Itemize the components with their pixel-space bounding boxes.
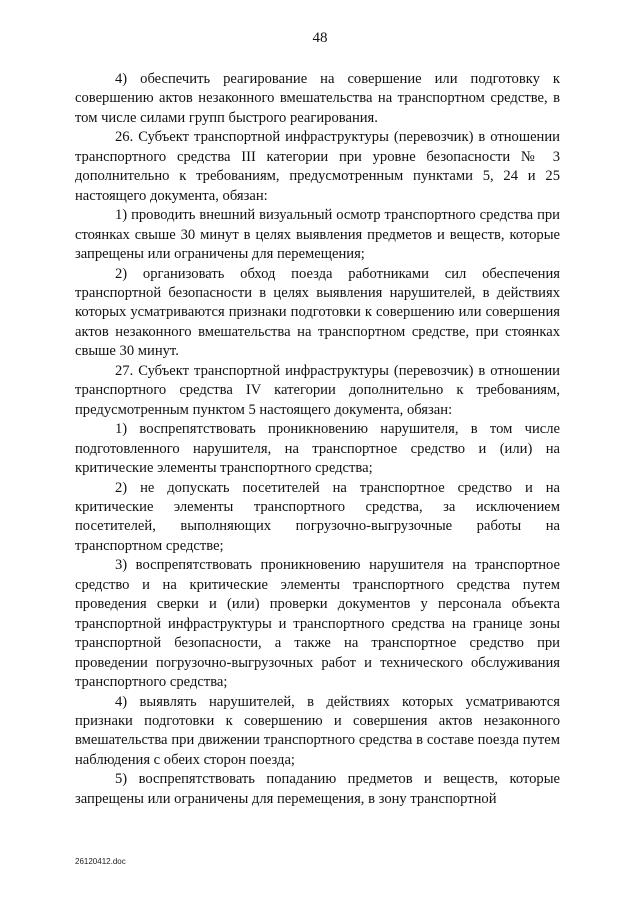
- paragraph-27-item-2: 2) не допускать посетителей на транспортное средство и на критические элементы транспортного средства, за исключением посетителей, выполняющих погрузочно-выгрузочные работы на транспортном средстве;: [75, 479, 560, 554]
- paragraph-27-intro: 27. Субъект транспортной инфраструктуры (перевозчик) в отношении транспортного средства IV категории дополнительно к требованиям, предусмотренным пунктом 5 настоящего документа, обязан:: [75, 362, 560, 418]
- paragraph-26-item-1: 1) проводить внешний визуальный осмотр транспортного средства при стоянках свыше 30 минут в целях выявления предметов и веществ, которые запрещены или ограничены для перемещения;: [75, 207, 560, 263]
- paragraph-27-item-4: 4) выявлять нарушителей, в действиях которых усматриваются признаки подготовки к совершению и совершения актов незаконного вмешательства при движении транспортного средства в составе поезда путем наблюдения с обеих сторон поезда;: [75, 693, 560, 768]
- paragraph-26-intro: 26. Субъект транспортной инфраструктуры (перевозчик) в отношении транспортного средства III категории при уровне безопасности № 3 дополнительно к требованиям, предусмотренным пунктами 5, 24 и 25 настоящего документа, обязан:: [75, 129, 560, 204]
- paragraph-27-item-5: 5) воспрепятствовать попаданию предметов и веществ, которые запрещены или ограничены для перемещения, в зону транспортной: [75, 771, 560, 807]
- paragraph-27-item-1: 1) воспрепятствовать проникновению нарушителя, в том числе подготовленного нарушителя, на транспортное средство и (или) на критические элементы транспортного средства;: [75, 421, 560, 477]
- footer-document-code: 26120412.doc: [75, 857, 126, 866]
- document-body: [75, 70, 560, 809]
- paragraph-25-item-4: 4) обеспечить реагирование на совершение или подготовку к совершению актов незаконного вмешательства на транспортном средстве, в том числе силами групп быстрого реагирования.: [75, 71, 560, 126]
- paragraph-27-item-3: 3) воспрепятствовать проникновению нарушителя на транспортное средство и на критические элементы транспортного средства путем проведения сверки и (или) проверки документов у персонала объекта транспортной инфраструктуры и транспортного средства на границе зоны транспортной безопасности, а также на транспортное средство при проведении погрузочно-выгрузочных работ и технического обслуживания транспортного средства;: [75, 557, 560, 691]
- page-number: 48: [312, 30, 328, 46]
- paragraph-26-item-2: 2) организовать обход поезда работниками сил обеспечения транспортной безопасности в целях выявления нарушителей, в действиях которых усматриваются признаки подготовки к совершению или совершения актов незаконного вмешательства на транспортном средстве, при стоянках свыше 30 минут.: [75, 265, 560, 360]
